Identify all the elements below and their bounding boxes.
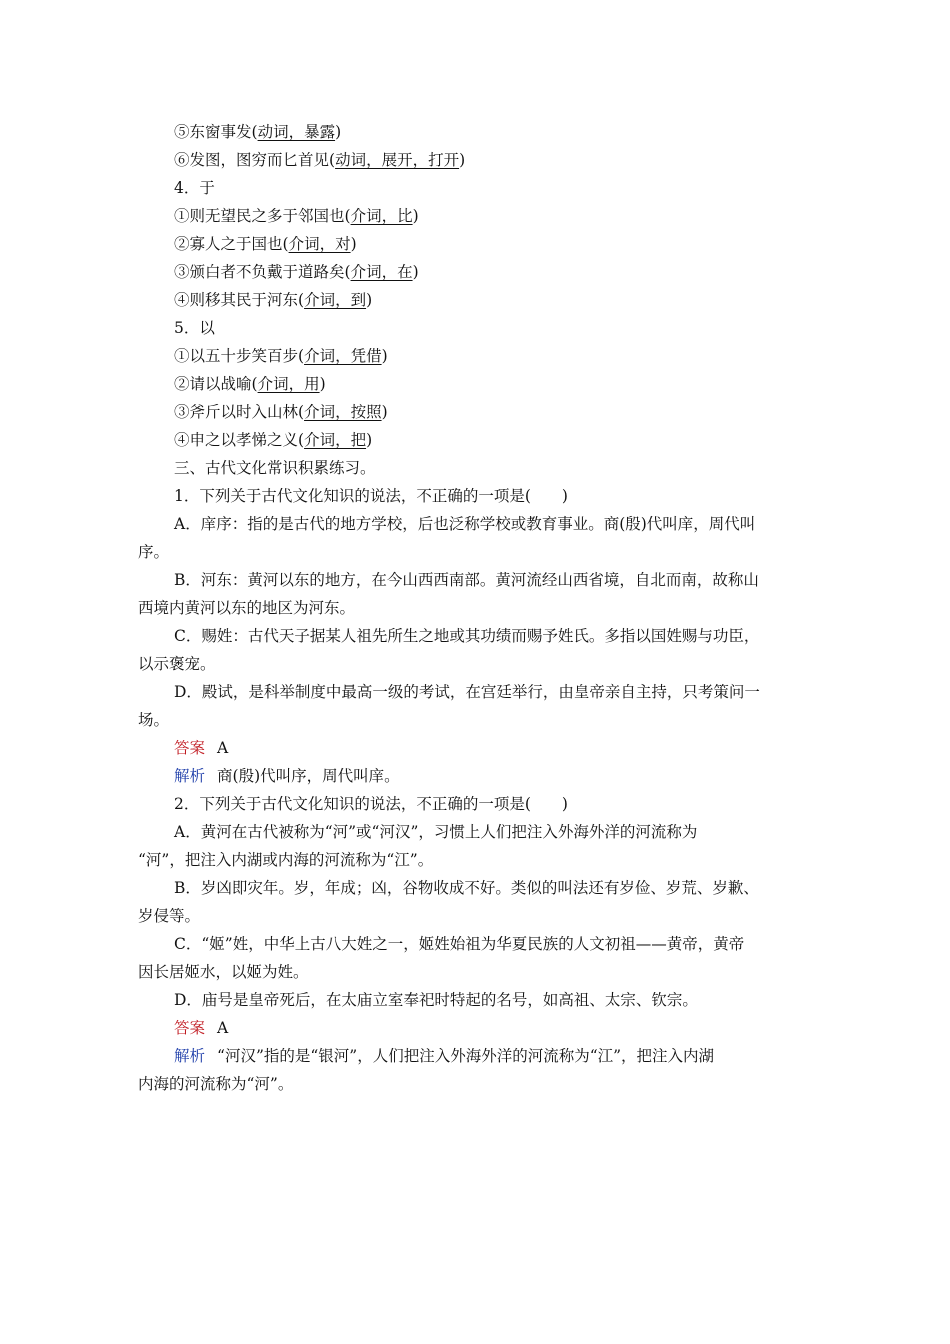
vocab-item: ③斧斤以时入山林(介词，按照): [174, 403, 388, 421]
option-a-cont: 序。: [138, 543, 170, 561]
option-c: C．赐姓：古代天子据某人祖先所生之地或其功绩而赐予姓氏。多指以国姓赐与功臣，: [174, 627, 760, 645]
answer-label: 答案: [174, 739, 206, 757]
vocab-item: ④则移其民于河东(介词，到): [174, 291, 373, 309]
analysis-cont: 内海的河流称为“河”。: [138, 1075, 294, 1093]
vocab-item: ⑤东窗事发(动词，暴露): [174, 123, 342, 141]
vocab-item: ①以五十步笑百步(介词，凭借): [174, 347, 388, 365]
analysis-label: 解析: [174, 767, 206, 785]
section-heading: 三、古代文化常识积累练习。: [174, 459, 376, 477]
option-c-cont: 以示褒宠。: [138, 655, 216, 673]
gloss: 介词，比: [350, 207, 413, 225]
gloss: 介词，按照: [304, 403, 382, 421]
gloss: 动词，展开，打开: [335, 151, 460, 169]
analysis-text: 商(殷)代叫序，周代叫庠。: [217, 767, 400, 785]
answer-value: A: [217, 1019, 229, 1037]
question-stem: 2．下列关于古代文化知识的说法，不正确的一项是( ): [174, 795, 568, 813]
option-d-cont: 场。: [138, 711, 170, 729]
option-d: D．殿试，是科举制度中最高一级的考试，在宫廷举行，由皇帝亲自主持，只考策问一: [174, 683, 760, 701]
gloss: 介词，到: [304, 291, 367, 309]
gloss: 动词，暴露: [257, 123, 336, 141]
vocab-item: ②寡人之于国也(介词，对): [174, 235, 357, 253]
vocab-item: ④申之以孝悌之义(介词，把): [174, 431, 373, 449]
gloss: 介词，在: [350, 263, 413, 281]
option-b-cont: 岁侵等。: [138, 907, 201, 925]
option-b: B．岁凶即灾年。岁，年成；凶，谷物收成不好。类似的叫法还有岁俭、岁荒、岁歉、: [174, 879, 759, 897]
document-content: [138, 118, 818, 1098]
analysis-line: [138, 762, 818, 790]
answer-line: [138, 734, 818, 762]
analysis-text: “河汉”指的是“银河”，人们把注入外海外洋的河流称为“江”，把注入内湖: [217, 1047, 715, 1065]
option-c-cont: 因长居姬水，以姬为姓。: [138, 963, 309, 981]
vocab-item: ②请以战喻(介词，用): [174, 375, 326, 393]
answer-value: A: [217, 739, 229, 757]
vocab-item: ⑥发图，图穷而匕首见(动词，展开，打开): [174, 151, 466, 169]
option-d: D．庙号是皇帝死后，在太庙立室奉祀时特起的名号，如高祖、太宗、钦宗。: [174, 991, 698, 1009]
analysis-line: [138, 1042, 818, 1070]
option-b-cont: 西境内黄河以东的地区为河东。: [138, 599, 356, 617]
word-heading-yi: 5．以: [174, 319, 215, 337]
gloss: 介词，凭借: [304, 347, 382, 365]
gloss: 介词，对: [288, 235, 351, 253]
gloss: 介词，用: [257, 375, 320, 393]
answer-label: 答案: [174, 1019, 206, 1037]
word-heading-yu: 4．于: [174, 179, 215, 197]
option-a-cont: “河”，把注入内湖或内海的河流称为“江”。: [138, 851, 434, 869]
vocab-item: ③颁白者不负戴于道路矣(介词，在): [174, 263, 419, 281]
question-stem: 1．下列关于古代文化知识的说法，不正确的一项是( ): [174, 487, 568, 505]
option-c: C．“姬”姓，中华上古八大姓之一，姬姓始祖为华夏民族的人文初祖——黄帝，黄帝: [174, 935, 745, 953]
option-b: B．河东：黄河以东的地方，在今山西西南部。黄河流经山西省境，自北而南，故称山: [174, 571, 759, 589]
vocab-item: ①则无望民之多于邻国也(介词，比): [174, 207, 419, 225]
option-a: A．庠序：指的是古代的地方学校，后也泛称学校或教育事业。商(殷)代叫庠，周代叫: [174, 515, 756, 533]
gloss: 介词，把: [304, 431, 367, 449]
answer-line: [138, 1014, 818, 1042]
option-a: A．黄河在古代被称为“河”或“河汉”，习惯上人们把注入外海外洋的河流称为: [174, 823, 698, 841]
analysis-label: 解析: [174, 1047, 206, 1065]
